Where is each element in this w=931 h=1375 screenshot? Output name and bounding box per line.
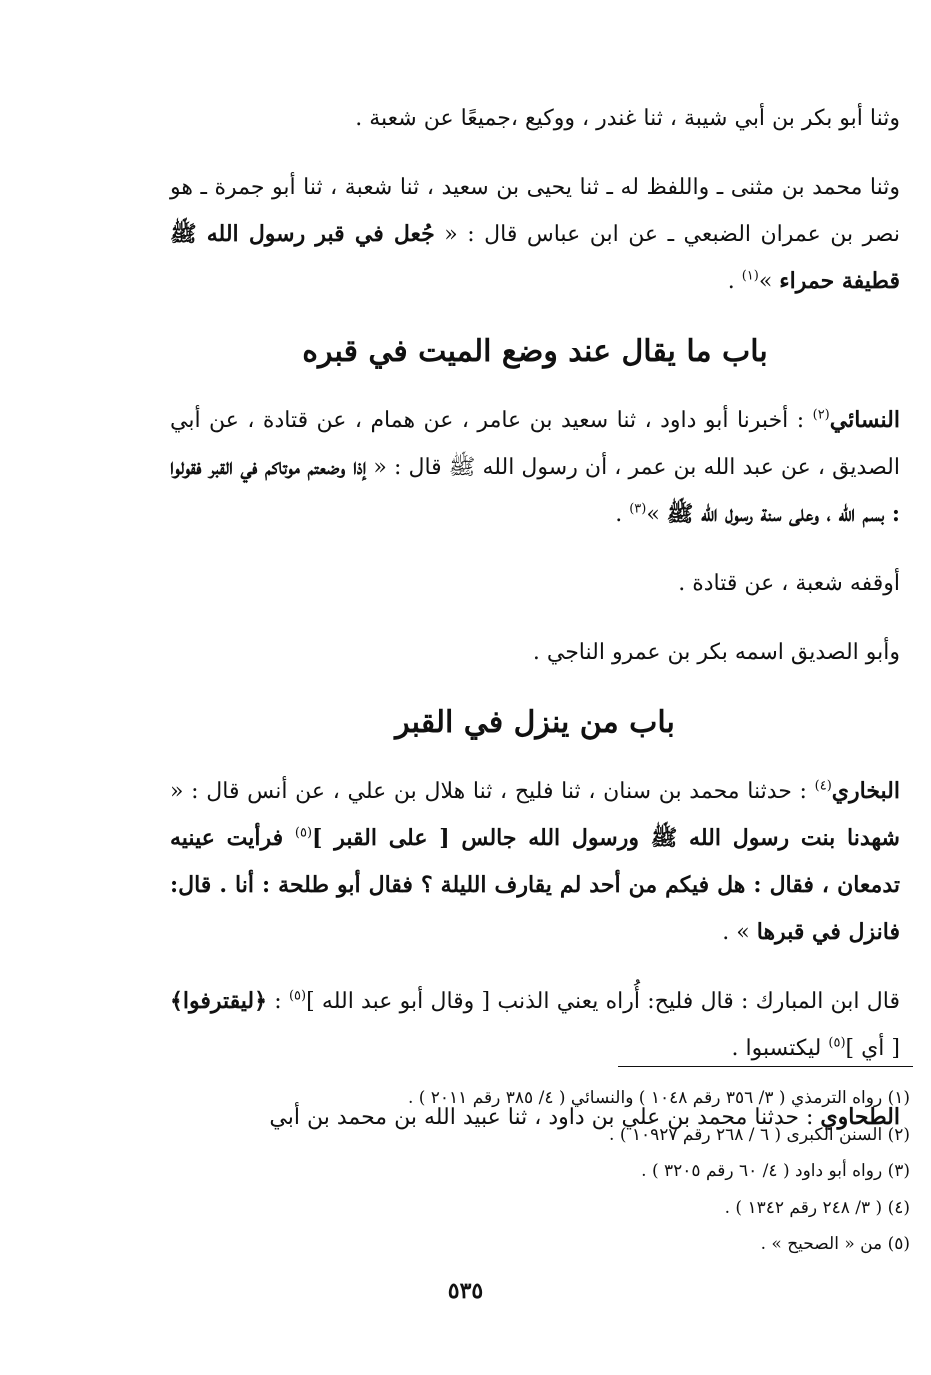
paragraph-6-text: : حدثنا محمد بن سنان ، ثنا فليح ، ثنا هلال بن علي ، عن أنس قال : « (170, 779, 815, 804)
footnote-ref-1[interactable]: (١) (741, 268, 759, 284)
paragraph-3 (170, 397, 900, 538)
hadith-text-2: إذا وضعتم موتاكم في القبر فقولوا : بسم الله ، وعلى سنة رسول الله ﷺ (170, 454, 900, 527)
paragraph-2-text: وثنا محمد بن مثنى ـ واللفظ له ـ ثنا يحيى بن سعيد ، ثنا شعبة ، ثنا أبو جمرة ـ هو نصر بن عمران الضبعي ـ عن ابن عباس قال : « (170, 175, 900, 247)
footnote-2: (٢) السنن الكبرى ( ٦ / ٢٦٨ رقم ١٠٩٢٧ ) . (609, 1124, 910, 1145)
page-body (170, 95, 900, 1163)
footnote-ref-5[interactable]: (٥) (288, 988, 307, 1004)
paragraph-8-text: : حدثنا محمد بن علي بن داود ، ثنا عبيد الله بن محمد بن أبي (269, 1105, 821, 1130)
footnote-ref-3[interactable]: (٣) (629, 501, 647, 517)
footnote-ref-4[interactable]: (٤) (814, 778, 832, 794)
paragraph-5-text: وأبو الصديق اسمه بكر بن عمرو الناجي . (532, 640, 900, 665)
footnote-ref-5[interactable]: (٥) (294, 825, 313, 841)
chapter-heading-1: باب ما يقال عند وضع الميت في قبره (302, 334, 768, 369)
source-name-tahawi: الطحاوي (820, 1104, 900, 1130)
footnotes (170, 1080, 910, 1263)
paragraph-2 (170, 164, 900, 305)
paragraph-2-end: . (727, 269, 742, 294)
footnote-4: (٤) ( ٣/ ٢٤٨ رقم ١٣٤٢ ) . (724, 1197, 910, 1218)
paragraph-7-text-4: ليكتسبوا . (731, 1036, 829, 1061)
chapter-heading-2: باب من ينزل في القبر (395, 705, 675, 740)
footnote-ref-5[interactable]: (٥) (828, 1035, 846, 1051)
hadith-text-1: جُعل في قبر رسول الله ﷺ قطيفة حمراء (170, 221, 900, 294)
page-number: ٥٣٥ (447, 1278, 484, 1304)
source-name-bukhari: البخاري (831, 778, 900, 804)
paragraph-3-text: : أخبرنا أبو داود ، ثنا سعيد بن عامر ، عن همام ، عن قتادة ، عن أبي الصديق ، عن عبد الله بن عمر ، أن رسول الله ﷺ قال : « (170, 408, 900, 480)
paragraph-3-end: . (615, 502, 630, 527)
paragraph-6-end: » . (722, 920, 757, 945)
paragraph-7-text-3: [ أي ] (845, 1036, 900, 1061)
hadith-text-3a: شهدنا بنت رسول الله ﷺ ورسول الله جالس [ على القبر ] (312, 825, 900, 851)
paragraph-4 (170, 560, 900, 607)
paragraph-7 (170, 978, 900, 1072)
footnote-divider (618, 1066, 913, 1067)
paragraph-7-text-2: : (267, 989, 289, 1014)
source-name-nasai: النسائي (829, 407, 900, 433)
paragraph-4-text: أوقفه شعبة ، عن قتادة . (678, 571, 900, 596)
footnote-5: (٥) من « الصحيح » . (760, 1234, 910, 1254)
paragraph-7-text-1: قال ابن المبارك : قال فليح: أُراه يعني الذنب [ وقال أبو عبد الله ] (306, 989, 900, 1014)
footnote-1: (١) رواه الترمذي ( ٣/ ٣٥٦ رقم ١٠٤٨ ) والنسائي ( ٤/ ٣٨٥ رقم ٢٠١١ ) . (407, 1088, 910, 1108)
paragraph-5 (170, 629, 900, 676)
paragraph-1-text: وثنا أبو بكر بن أبي شيبة ، ثنا غندر ، ووكيع ،جميعًا عن شعبة . (355, 106, 900, 131)
quote-close: » (758, 269, 780, 294)
paragraph-1 (170, 95, 900, 142)
footnote-3: (٣) رواه أبو داود ( ٤/ ٦٠ رقم ٣٢٠٥ ) . (641, 1161, 910, 1181)
quran-word: ﴿ليقترفوا﴾ (170, 988, 268, 1014)
paragraph-6 (170, 768, 900, 956)
quote-close: » (646, 502, 667, 527)
hadith-text-3b: فرأيت عينيه تدمعان ، فقال : هل فيكم من أحد لم يقارف الليلة ؟ فقال أبو طلحة : أنا . قال: فانزل في قبرها (170, 825, 900, 945)
footnote-ref-2[interactable]: (٢) (812, 407, 830, 423)
